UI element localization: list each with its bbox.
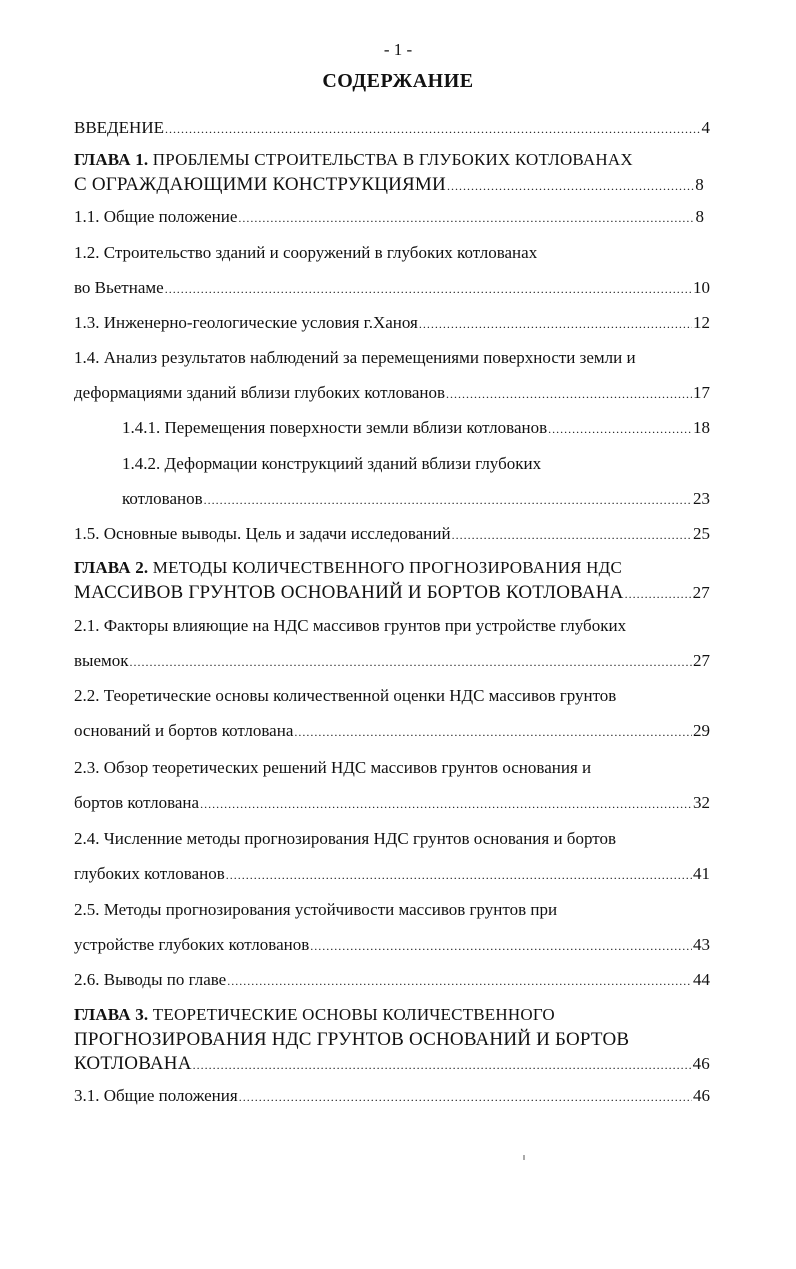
- toc-entry-label: деформациями зданий вблизи глубоких котлованов: [74, 383, 446, 402]
- toc-entry-label: устройстве глубоких котлованов: [74, 935, 310, 954]
- toc-entry-intro[interactable]: [74, 118, 710, 138]
- chapter-number: ГЛАВА 3.: [74, 1005, 149, 1024]
- dot-leader: [130, 655, 692, 670]
- toc-entry-page: 12: [693, 313, 710, 332]
- dot-leader: [200, 797, 692, 812]
- toc-entry-page: 23: [693, 489, 710, 508]
- toc-entry-3-1[interactable]: [74, 1086, 710, 1106]
- toc-entry-label: 2.6. Выводы по главе: [74, 970, 227, 989]
- toc-entry-label: ВВЕДЕНИЕ: [74, 118, 164, 137]
- toc-entry-page: 25: [693, 524, 710, 543]
- toc-entry-page: 8: [695, 175, 704, 194]
- chapter-number: ГЛАВА 2.: [74, 558, 149, 577]
- toc-entry-page: 10: [693, 278, 710, 297]
- chapter-title-line3: КОТЛОВАНА: [74, 1053, 192, 1074]
- toc-entry-2-4-line1[interactable]: 2.4. Численние методы прогнозирования НДС грунтов основания и бортов: [74, 829, 616, 848]
- toc-entry-label: котлованов: [122, 489, 203, 508]
- dot-leader: [294, 725, 692, 740]
- toc-entry-page: 46: [692, 1054, 710, 1073]
- toc-entry-2-1-line2[interactable]: [74, 651, 710, 671]
- toc-chapter-1-line2[interactable]: [74, 174, 704, 196]
- toc-entry-label: 3.1. Общие положения: [74, 1086, 238, 1105]
- toc-entry-2-2-line1[interactable]: 2.2. Теоретические основы количественной оценки НДС массивов грунтов: [74, 686, 617, 705]
- toc-entry-1-2-line1[interactable]: 1.2. Строительство зданий и сооружений в глубоких котлованах: [74, 243, 538, 262]
- dot-leader: [165, 122, 701, 137]
- toc-entry-label: во Вьетнаме: [74, 278, 164, 297]
- toc-entry-1-3[interactable]: [74, 313, 710, 333]
- toc-entry-2-3-line1[interactable]: 2.3. Обзор теоретических решений НДС массивов грунтов основания и: [74, 758, 592, 777]
- toc-entry-page: 27: [693, 651, 710, 670]
- toc-entry-2-1-line1[interactable]: 2.1. Факторы влияющие на НДС массивов грунтов при устройстве глубоких: [74, 616, 627, 635]
- page-title: СОДЕРЖАНИЕ: [322, 70, 474, 92]
- toc-chapter-2-line1[interactable]: [74, 558, 712, 578]
- toc-chapter-3-line1[interactable]: [74, 1005, 712, 1025]
- dot-leader: [226, 868, 692, 883]
- toc-entry-page: 29: [693, 721, 710, 740]
- toc-entry-page: 17: [693, 383, 710, 402]
- toc-entry-1-2-line2[interactable]: [74, 278, 710, 298]
- toc-entry-1-5[interactable]: [74, 524, 710, 544]
- toc-chapter-2-line2[interactable]: [74, 582, 710, 604]
- toc-entry-label: 1.5. Основные выводы. Цель и задачи исследований: [74, 524, 451, 543]
- chapter-title-line2: С ОГРАЖДАЮЩИМИ КОНСТРУКЦИЯМИ: [74, 174, 446, 195]
- chapter-number: ГЛАВА 1.: [74, 150, 149, 169]
- toc-entry-1-4-line1[interactable]: 1.4. Анализ результатов наблюдений за перемещениями поверхности земли и: [74, 348, 636, 367]
- dot-leader: [239, 1090, 692, 1105]
- toc-chapter-1-line1[interactable]: [74, 150, 712, 170]
- toc-entry-2-5-line1[interactable]: 2.5. Методы прогнозирования устойчивости массивов грунтов при: [74, 900, 558, 919]
- scan-speck: [523, 1155, 525, 1160]
- toc-entry-2-4-line2[interactable]: [74, 864, 710, 884]
- toc-chapter-3-line2[interactable]: ПРОГНОЗИРОВАНИЯ НДС ГРУНТОВ ОСНОВАНИЙ И БОРТОВ: [74, 1029, 630, 1050]
- toc-entry-2-3-line2[interactable]: [74, 793, 710, 813]
- dot-leader: [193, 1058, 692, 1073]
- toc-entry-2-6[interactable]: [74, 970, 710, 990]
- chapter-title-line2: МАССИВОВ ГРУНТОВ ОСНОВАНИЙ И БОРТОВ КОТЛОВАНА: [74, 582, 624, 603]
- dot-leader: [548, 422, 692, 437]
- dot-leader: [452, 528, 692, 543]
- toc-chapter-3-line3[interactable]: [74, 1053, 710, 1075]
- page-number: - 1 -: [383, 40, 413, 59]
- dot-leader: [204, 493, 692, 508]
- toc-entry-1-4-1[interactable]: [122, 418, 710, 438]
- toc-entry-label: выемок: [74, 651, 129, 670]
- toc-entry-label: 1.3. Инженерно-геологические условия г.Ханоя: [74, 313, 418, 332]
- toc-entry-label: 1.1. Общие положение: [74, 207, 238, 226]
- toc-entry-page: 46: [693, 1086, 710, 1105]
- chapter-title-line1: ТЕОРЕТИЧЕСКИЕ ОСНОВЫ КОЛИЧЕСТВЕННОГО: [152, 1005, 555, 1024]
- toc-entry-page: 27: [692, 583, 710, 602]
- toc-entry-page: 4: [701, 118, 710, 137]
- toc-entry-page: 43: [693, 935, 710, 954]
- chapter-title-line1: МЕТОДЫ КОЛИЧЕСТВЕННОГО ПРОГНОЗИРОВАНИЯ НДС: [152, 558, 622, 577]
- toc-entry-label: 1.4.1. Перемещения поверхности земли вблизи котлованов: [122, 418, 548, 437]
- toc-entry-1-4-line2[interactable]: [74, 383, 710, 403]
- toc-entry-label: бортов котлована: [74, 793, 200, 812]
- dot-leader: [227, 974, 692, 989]
- dot-leader: [419, 317, 692, 332]
- toc-entry-1-4-2-line1[interactable]: 1.4.2. Деформации конструкциий зданий вблизи глубоких: [122, 454, 542, 473]
- dot-leader: [625, 587, 692, 602]
- dot-leader: [447, 179, 694, 194]
- dot-leader: [446, 387, 692, 402]
- toc-entry-page: 18: [693, 418, 710, 437]
- toc-entry-page: 32: [693, 793, 710, 812]
- toc-entry-page: 44: [693, 970, 710, 989]
- toc-entry-label: глубоких котлованов: [74, 864, 225, 883]
- toc-entry-1-1[interactable]: [74, 207, 704, 227]
- dot-leader: [238, 211, 694, 226]
- toc-entry-page: 8: [695, 207, 704, 226]
- dot-leader: [310, 939, 692, 954]
- toc-entry-page: 41: [693, 864, 710, 883]
- chapter-title-line1: ПРОБЛЕМЫ СТРОИТЕЛЬСТВА В ГЛУБОКИХ КОТЛОВАНАХ: [152, 150, 633, 169]
- toc-entry-2-5-line2[interactable]: [74, 935, 710, 955]
- dot-leader: [165, 282, 692, 297]
- toc-entry-2-2-line2[interactable]: [74, 721, 710, 741]
- toc-entry-label: оснований и бортов котлована: [74, 721, 294, 740]
- toc-entry-1-4-2-line2[interactable]: [122, 489, 710, 509]
